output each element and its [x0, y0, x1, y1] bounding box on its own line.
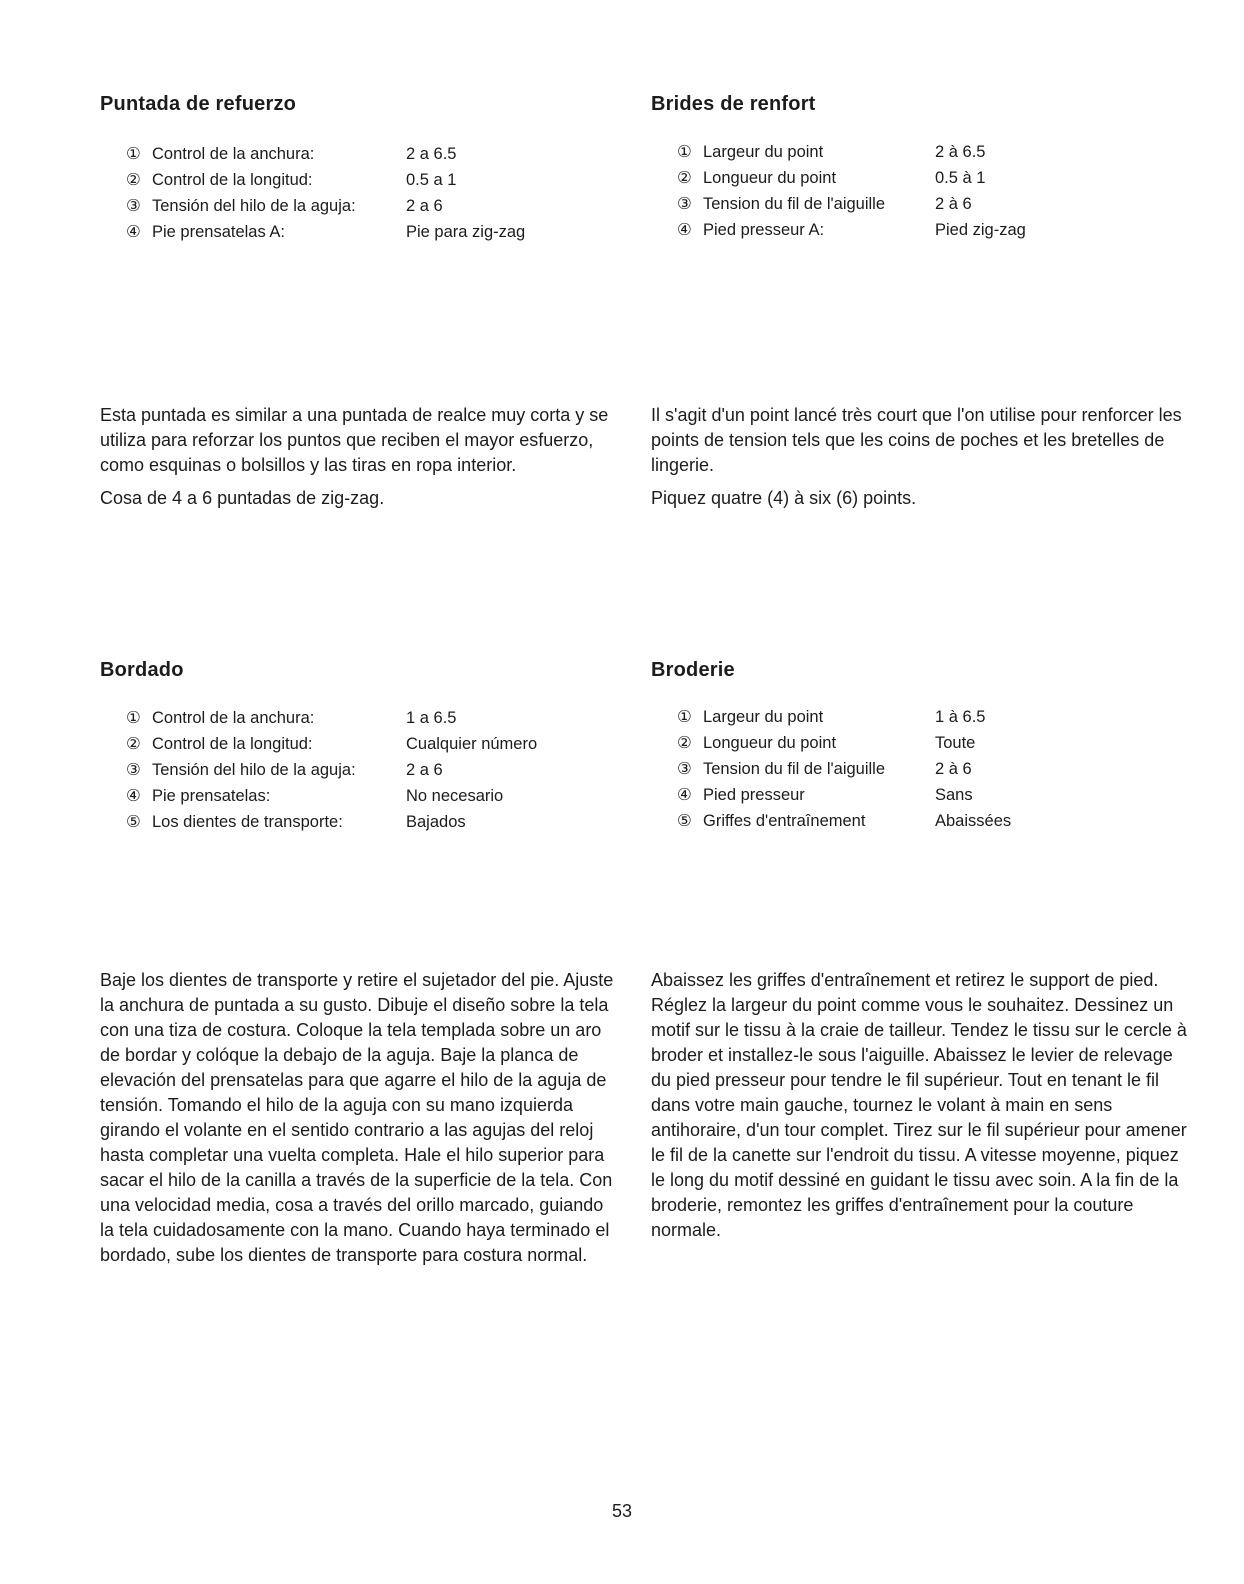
setting-label: Pied presseur — [703, 786, 805, 804]
setting-value: Sans — [935, 786, 973, 804]
paragraph: Abaissez les griffes d'entraînement et retirez le support de pied. Réglez la largeur du point comme vous le souhaitez. Dessinez un motif sur le tissu à la craie de tailleur. Tendez le tissu sur le cercle à broder et installez-le sous l'aiguille. Abaissez le levier de relevage du pied presseur pour tendre le fil supérieur. Tout en tenant le fil dans votre main gauche, tournez le volant à main en sens antihoraire, d'un tour complet. Tirez sur le fil supérieur pour amener le fil de la canette sur l'endroit du tissu. A vitesse moyenne, piquez le long du motif dessiné en guidant le tissu avec soin. A la fin de la broderie, remontez les griffes d'entraînement pour la couture normale. — [651, 970, 1187, 1240]
setting-label: Tensión del hilo de la aguja: — [152, 761, 356, 779]
settings-list-brides-de-renfort — [677, 139, 1026, 243]
settings-row — [126, 783, 537, 809]
paragraph: Esta puntada es similar a una puntada de realce muy corta y se utiliza para reforzar los puntos que reciben el mayor esfuerzo, como esquinas o bolsillos y las tiras en ropa interior. — [100, 405, 609, 475]
setting-value: 0.5 a 1 — [406, 171, 457, 189]
setting-number: ① — [677, 143, 692, 161]
setting-label: Pie prensatelas: — [152, 787, 271, 805]
paragraph: Piquez quatre (4) à six (6) points. — [651, 488, 917, 508]
setting-number: ⑤ — [677, 812, 692, 830]
body-text-brides-de-renfort — [651, 403, 1191, 519]
settings-row — [677, 808, 1011, 834]
setting-number: ③ — [126, 761, 141, 779]
setting-value: Pied zig-zag — [935, 221, 1026, 239]
setting-label: Pie prensatelas A: — [152, 223, 285, 241]
setting-value: 2 à 6 — [935, 760, 972, 778]
section-title-broderie: Broderie — [651, 659, 735, 681]
setting-value: 2 a 6 — [406, 761, 443, 779]
setting-value: No necesario — [406, 787, 504, 805]
setting-label: Griffes d'entraînement — [703, 812, 866, 830]
setting-value: 1 à 6.5 — [935, 708, 986, 726]
setting-number: ① — [126, 145, 141, 163]
settings-row — [677, 165, 1026, 191]
setting-number: ④ — [126, 787, 141, 805]
setting-value: 2 à 6.5 — [935, 143, 986, 161]
settings-row — [126, 219, 525, 245]
section-title-brides-de-renfort: Brides de renfort — [651, 93, 816, 115]
setting-number: ④ — [126, 223, 141, 241]
settings-list-bordado — [126, 705, 537, 835]
setting-value: 0.5 à 1 — [935, 169, 986, 187]
setting-value: 2 a 6.5 — [406, 145, 457, 163]
setting-number: ④ — [677, 786, 692, 804]
body-text-bordado — [100, 968, 620, 1276]
setting-number: ③ — [677, 760, 692, 778]
setting-number: ② — [126, 171, 141, 189]
setting-number: ① — [677, 708, 692, 726]
setting-number: ③ — [126, 197, 141, 215]
settings-row — [126, 705, 537, 731]
setting-label: Control de la longitud: — [152, 735, 313, 753]
setting-label: Longueur du point — [703, 169, 837, 187]
paragraph: Il s'agit d'un point lancé très court que l'on utilise pour renforcer les points de tension tels que les coins de poches et les bretelles de lingerie. — [651, 405, 1182, 475]
settings-row — [126, 809, 537, 835]
setting-value: Cualquier número — [406, 735, 538, 753]
settings-row — [126, 731, 537, 757]
settings-row — [126, 167, 525, 193]
setting-value: 2 a 6 — [406, 197, 443, 215]
setting-number: ② — [126, 735, 141, 753]
settings-row — [126, 141, 525, 167]
settings-row — [677, 704, 1011, 730]
settings-row — [677, 782, 1011, 808]
setting-label: Control de la longitud: — [152, 171, 313, 189]
setting-number: ⑤ — [126, 813, 141, 831]
settings-list-broderie — [677, 704, 1011, 834]
section-title-puntada-de-refuerzo: Puntada de refuerzo — [100, 93, 297, 115]
setting-value: Pie para zig-zag — [406, 223, 526, 241]
setting-label: Control de la anchura: — [152, 709, 315, 727]
body-text-puntada-de-refuerzo — [100, 403, 620, 519]
body-text-broderie — [651, 968, 1191, 1251]
setting-value: 1 a 6.5 — [406, 709, 457, 727]
section-title-bordado: Bordado — [100, 659, 184, 681]
settings-row — [677, 730, 1011, 756]
setting-label: Tension du fil de l'aiguille — [703, 195, 886, 213]
setting-number: ④ — [677, 221, 692, 239]
setting-label: Largeur du point — [703, 708, 824, 726]
settings-row — [677, 756, 1011, 782]
paragraph: Cosa de 4 a 6 puntadas de zig-zag. — [100, 488, 385, 508]
setting-label: Longueur du point — [703, 734, 837, 752]
setting-label: Control de la anchura: — [152, 145, 315, 163]
settings-row — [677, 139, 1026, 165]
setting-number: ② — [677, 169, 692, 187]
setting-label: Largeur du point — [703, 143, 824, 161]
setting-value: 2 à 6 — [935, 195, 972, 213]
setting-label: Los dientes de transporte: — [152, 813, 343, 831]
setting-label: Tension du fil de l'aiguille — [703, 760, 886, 778]
setting-value: Abaissées — [935, 812, 1012, 830]
setting-number: ③ — [677, 195, 692, 213]
settings-row — [677, 217, 1026, 243]
setting-value: Bajados — [406, 813, 466, 831]
setting-value: Toute — [935, 734, 976, 752]
setting-label: Tensión del hilo de la aguja: — [152, 197, 356, 215]
setting-number: ② — [677, 734, 692, 752]
settings-list-puntada-de-refuerzo — [126, 141, 525, 245]
setting-number: ① — [126, 709, 141, 727]
setting-label: Pied presseur A: — [703, 221, 825, 239]
settings-row — [126, 193, 525, 219]
paragraph: Baje los dientes de transporte y retire el sujetador del pie. Ajuste la anchura de puntada a su gusto. Dibuje el diseño sobre la tela con una tiza de costura. Coloque la tela templada sobre un aro de bordar y colóque la debajo de la aguja. Baje la planca de elevación del prensatelas para que agarre el hilo de la aguja de tensión. Tomando el hilo de la aguja con su mano izquierda girando el volante en el sentido contrario a las agujas del reloj hasta completar una vuelta completa. Hale el hilo superior para sacar el hilo de la canilla a través de la superficie de la tela. Con una velocidad media, cosa a través del orillo marcado, guiando la tela cuidadosamente con la mano. Cuando haya terminado el bordado, sube los dientes de transporte para costura normal. — [100, 970, 614, 1265]
page-number: 53 — [611, 1501, 633, 1521]
settings-row — [677, 191, 1026, 217]
settings-row — [126, 757, 537, 783]
